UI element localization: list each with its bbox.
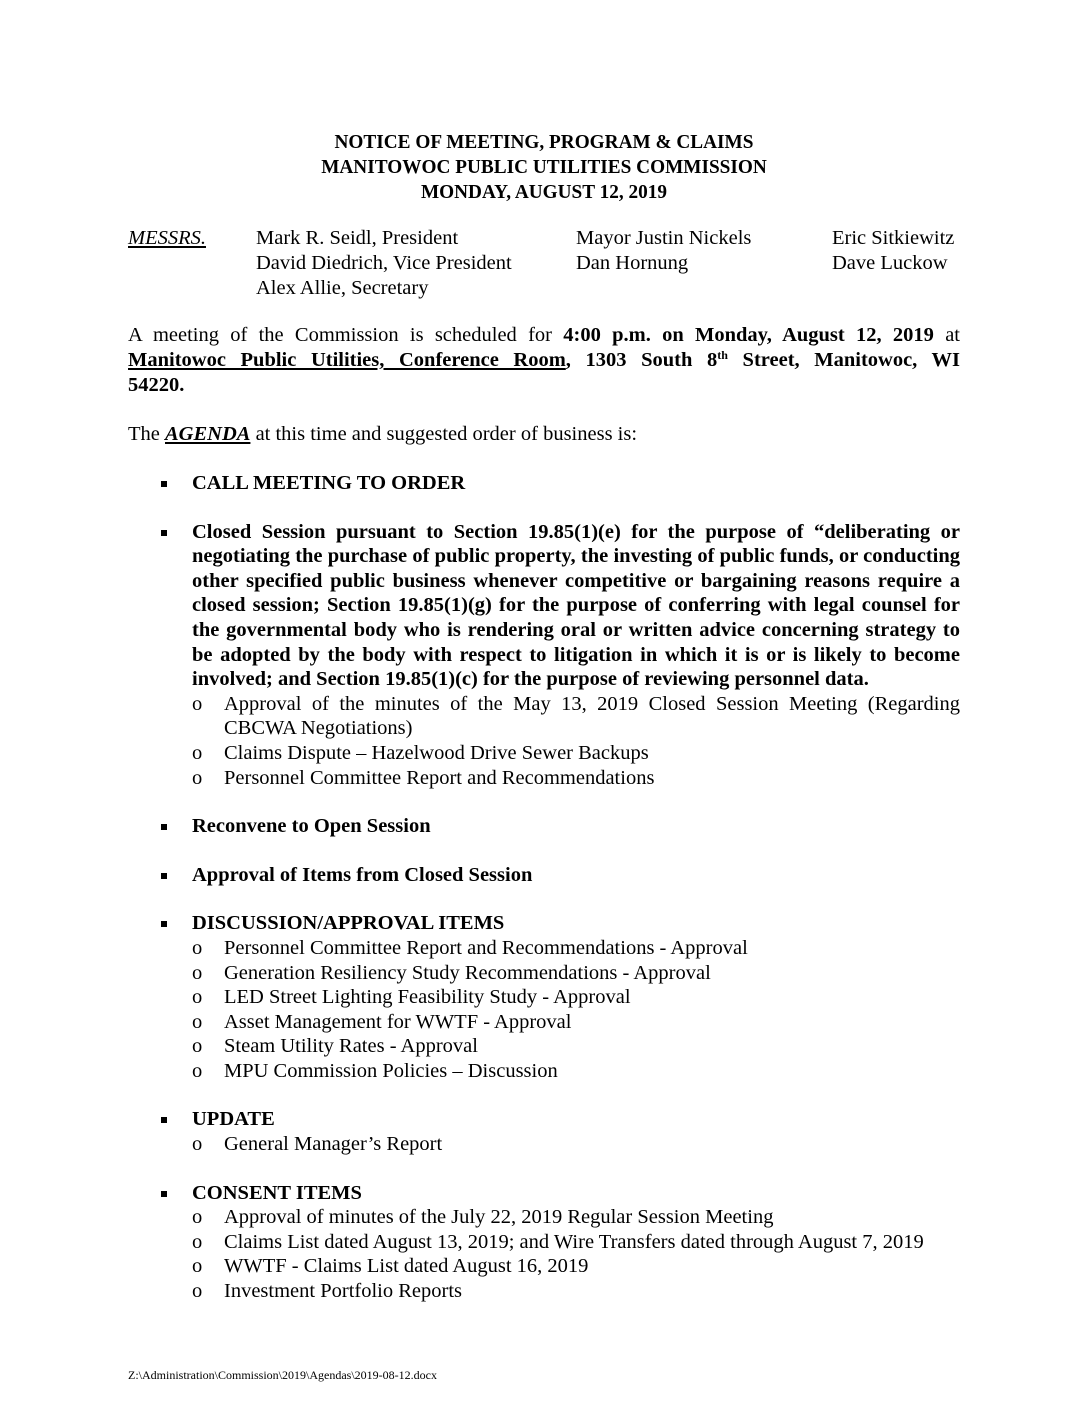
intro-text: at — [933, 324, 960, 346]
messrs-label: MESSRS. — [128, 227, 206, 249]
square-bullet-icon — [161, 481, 167, 487]
circle-bullet-icon: o — [192, 766, 203, 789]
circle-bullet-icon: o — [192, 961, 203, 984]
circle-bullet-icon: o — [192, 1206, 203, 1229]
agenda-section-title: Approval of Items from Closed Session — [192, 863, 533, 886]
agenda-intro-text: at this time and suggested order of business is: — [250, 423, 638, 445]
agenda-section-heading — [128, 1107, 960, 1132]
agenda-section-heading — [128, 1181, 960, 1206]
circle-bullet-icon: o — [192, 741, 203, 764]
agenda-section-heading — [128, 863, 960, 888]
agenda-item — [128, 1059, 960, 1084]
meeting-notice-paragraph — [128, 323, 960, 398]
meeting-time-date: 4:00 p.m. on Monday, August 12, 2019 — [563, 324, 934, 346]
title-line: MONDAY, AUGUST 12, 2019 — [420, 181, 668, 203]
agenda-item — [128, 1010, 960, 1035]
agenda-item-text: Steam Utility Rates - Approval — [224, 1035, 478, 1058]
agenda-subitems — [128, 692, 960, 790]
commissioners-column — [576, 226, 751, 276]
commissioner: Mayor Justin Nickels — [576, 227, 752, 249]
agenda-item-text: Investment Portfolio Reports — [224, 1280, 463, 1303]
agenda-section-title: CALL MEETING TO ORDER — [192, 472, 466, 494]
agenda-item-text: LED Street Lighting Feasibility Study - Approval — [224, 986, 631, 1009]
agenda-item — [128, 1254, 960, 1279]
square-bullet-icon — [161, 824, 167, 830]
meeting-address: Street, Manitowoc, WI — [727, 349, 961, 371]
commissioners-column — [256, 226, 512, 301]
commissioner: Dave Luckow — [832, 252, 948, 274]
agenda-subitems — [128, 1132, 960, 1157]
agenda-subitems — [128, 1205, 960, 1303]
meeting-address: , 1303 South 8 — [565, 349, 718, 371]
circle-bullet-icon: o — [192, 1280, 203, 1303]
agenda-section — [128, 1181, 960, 1304]
agenda-section — [128, 1107, 960, 1156]
agenda-section-title: Closed Session pursuant to Section 19.85(1)(e) for the purpose of “deliberating or negotiating the purchase of public property, the investing of public funds, or conducting other specified public business whenever competitive or bargaining reasons require a closed session; Section 19.85(1)(g) for the purpose of conferring with legal counsel for the governmental body who is rendering oral or written advice concerning strategy to be adopted by the body with respect to litigation in which it is or is likely to become involved; and Section 19.85(1)(c) for the purpose of reviewing personnel data. — [192, 520, 960, 691]
circle-bullet-icon: o — [192, 1010, 203, 1033]
agenda-item — [128, 766, 960, 791]
agenda-intro-text: The — [128, 423, 165, 445]
commissioner: Dan Hornung — [576, 252, 689, 274]
agenda-section-title: Reconvene to Open Session — [192, 815, 431, 838]
agenda-item-text: MPU Commission Policies – Discussion — [224, 1059, 558, 1082]
commissioner: David Diedrich, Vice President — [256, 252, 512, 274]
commissioner: Alex Allie, Secretary — [256, 277, 429, 299]
agenda-item-text: Asset Management for WWTF - Approval — [224, 1010, 572, 1033]
agenda-item-text: Claims List dated August 13, 2019; and Wire Transfers dated through August 7, 2019 — [224, 1230, 924, 1253]
agenda-item — [128, 1205, 960, 1230]
agenda-section-heading — [128, 911, 960, 936]
square-bullet-icon — [161, 530, 167, 536]
square-bullet-icon — [161, 1117, 167, 1123]
circle-bullet-icon: o — [192, 936, 203, 959]
ordinal-suffix: th — [717, 348, 728, 362]
agenda-item — [128, 936, 960, 961]
agenda-item — [128, 741, 960, 766]
circle-bullet-icon: o — [192, 692, 203, 715]
circle-bullet-icon: o — [192, 1133, 203, 1156]
agenda-section — [128, 863, 960, 888]
circle-bullet-icon: o — [192, 986, 203, 1009]
agenda-list — [128, 471, 960, 1328]
agenda-item — [128, 1132, 960, 1157]
agenda-section-title: CONSENT ITEMS — [192, 1181, 362, 1204]
commissioners-column — [832, 226, 954, 276]
square-bullet-icon — [161, 873, 167, 879]
title-line: NOTICE OF MEETING, PROGRAM & CLAIMS — [334, 131, 754, 153]
agenda-item — [128, 1034, 960, 1059]
agenda-item-text: Approval of the minutes of the May 13, 2019 Closed Session Meeting (Regarding CBCWA Negotiations) — [224, 692, 960, 740]
agenda-item — [128, 692, 960, 741]
agenda-intro — [128, 422, 637, 447]
agenda-item — [128, 1279, 960, 1304]
document-title — [0, 130, 1088, 205]
circle-bullet-icon: o — [192, 1230, 203, 1253]
agenda-item-text: Personnel Committee Report and Recommendations — [224, 766, 655, 789]
meeting-zip: 54220. — [128, 374, 185, 396]
agenda-item-text: Claims Dispute – Hazelwood Drive Sewer Backups — [224, 741, 649, 764]
file-path-footer: Z:\Administration\Commission\2019\Agendas\2019-08-12.docx — [128, 1368, 437, 1382]
intro-text: A meeting of the Commission is scheduled for — [128, 324, 564, 346]
agenda-item-text: Personnel Committee Report and Recommendations - Approval — [224, 936, 748, 959]
agenda-section-title: DISCUSSION/APPROVAL ITEMS — [192, 912, 505, 935]
agenda-section-heading — [128, 520, 960, 692]
agenda-item — [128, 985, 960, 1010]
agenda-section — [128, 814, 960, 839]
agenda-item — [128, 1230, 960, 1255]
meeting-location: Manitowoc Public Utilities, Conference Room — [128, 349, 566, 371]
agenda-item-text: Approval of minutes of the July 22, 2019 Regular Session Meeting — [224, 1206, 774, 1229]
commissioner: Mark R. Seidl, President — [256, 227, 459, 249]
square-bullet-icon — [161, 1191, 167, 1197]
agenda-section — [128, 520, 960, 791]
agenda-section — [128, 471, 960, 496]
circle-bullet-icon: o — [192, 1059, 203, 1082]
agenda-section-heading — [128, 471, 960, 496]
agenda-section-heading — [128, 814, 960, 839]
agenda-section — [128, 911, 960, 1083]
circle-bullet-icon: o — [192, 1035, 203, 1058]
agenda-item-text: General Manager’s Report — [224, 1133, 443, 1156]
agenda-section-title: UPDATE — [192, 1108, 275, 1131]
agenda-item-text: Generation Resiliency Study Recommendations - Approval — [224, 961, 711, 984]
commissioner: Eric Sitkiewitz — [832, 227, 955, 249]
square-bullet-icon — [161, 921, 167, 927]
circle-bullet-icon: o — [192, 1255, 203, 1278]
title-line: MANITOWOC PUBLIC UTILITIES COMMISSION — [321, 156, 767, 178]
agenda-subitems — [128, 936, 960, 1084]
agenda-item-text: WWTF - Claims List dated August 16, 2019 — [224, 1255, 589, 1278]
agenda-word: AGENDA — [165, 423, 251, 445]
agenda-item — [128, 961, 960, 986]
